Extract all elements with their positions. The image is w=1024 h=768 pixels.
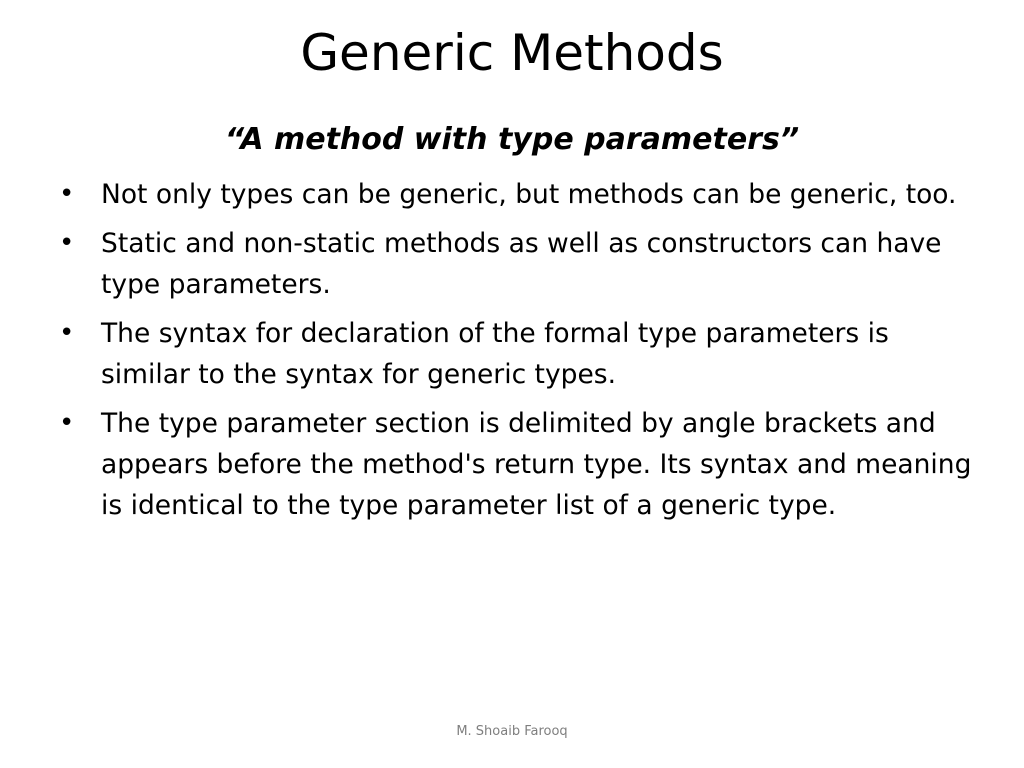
slide-subtitle: “A method with type parameters” [224, 122, 800, 157]
slide-title: Generic Methods [300, 24, 724, 82]
slide-footer: M. Shoaib Farooq [456, 724, 568, 739]
bullet-item [55, 174, 975, 215]
bullet-item [55, 223, 975, 305]
bullet-item [55, 403, 975, 526]
bullet-text: Static and non-static methods as well as constructors can have type parameters. [101, 228, 942, 300]
bullet-dot-icon: • [59, 179, 75, 209]
bullet-text: Not only types can be generic, but methods can be generic, too. [101, 179, 957, 210]
bullet-dot-icon: • [59, 228, 75, 258]
bullet-dot-icon: • [59, 408, 75, 438]
bullet-text: The syntax for declaration of the formal type parameters is similar to the syntax for generic types. [101, 318, 889, 390]
bullet-list [55, 174, 975, 534]
bullet-dot-icon: • [59, 318, 75, 348]
bullet-item [55, 313, 975, 395]
bullet-text: The type parameter section is delimited by angle brackets and appears before the method's return type. Its syntax and meaning is identical to the type parameter list of a generic type. [101, 408, 972, 521]
